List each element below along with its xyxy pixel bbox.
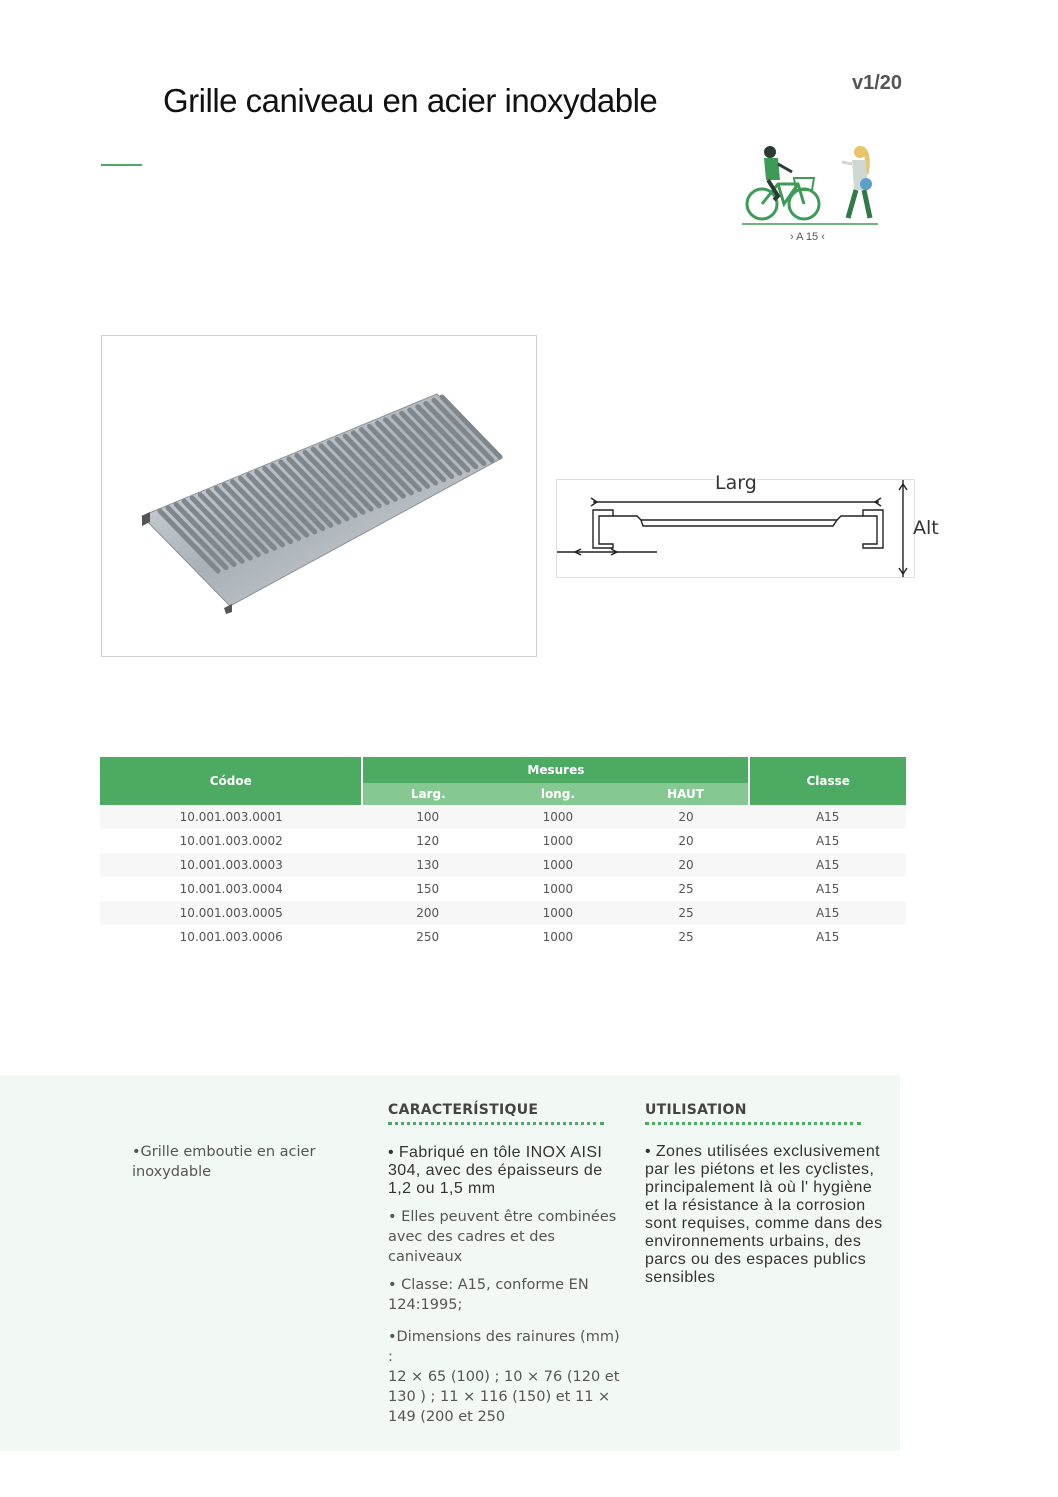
utilisation-text: • Zones utilisées exclusivement par les piétons et les cyclistes, principalement là où l' hygiène et la résistance à la corrosion sont requises, comme dans des environnements urbains, des parcs ou des espaces publics sensibles: [645, 1143, 883, 1286]
cell-length: 1000: [493, 901, 623, 925]
cell-height: 20: [678, 834, 694, 848]
cell-class: A15: [749, 853, 906, 877]
table-row: [100, 853, 906, 877]
cell-height: 20: [623, 805, 750, 829]
cell-class: A15: [815, 834, 840, 848]
cell-length: 1000: [493, 805, 623, 829]
cell-width: 250: [416, 930, 440, 944]
cell-height: 25: [678, 882, 694, 896]
cell-class: A15: [749, 901, 906, 925]
header-class: Classe: [749, 757, 906, 805]
cell-length: 1000: [493, 853, 623, 877]
table-row: [100, 805, 906, 829]
cell-height: 25: [623, 901, 750, 925]
product-photo-frame: [101, 335, 537, 657]
cell-code: 10.001.003.0006: [179, 930, 283, 944]
cell-length: 1000: [542, 834, 574, 848]
title-accent-rule: [101, 164, 142, 166]
feature-combination: • Elles peuvent être combinées avec des cadres et des caniveaux: [388, 1209, 617, 1265]
cell-code: 10.001.003.0003: [100, 853, 362, 877]
cyclist-pedestrian-illustration: [738, 140, 886, 232]
measurements-table: [100, 757, 906, 949]
cross-section-drawing: [557, 480, 914, 577]
page-title: Grille caniveau en acier inoxydable: [163, 82, 658, 119]
header-code: Códoe: [100, 757, 362, 805]
table-row: [100, 829, 906, 853]
height-label: Alt: [913, 517, 939, 539]
table-row: [100, 877, 906, 901]
cell-width: 200: [362, 901, 493, 925]
width-label: Larg: [715, 472, 757, 494]
feature-material: • Fabriqué en tôle INOX AISI 304, avec des épaisseurs de 1,2 ou 1,5 mm: [388, 1144, 603, 1197]
feature-slot-values: 12 × 65 (100) ; 10 × 76 (120 et 130 ) ; 11 × 116 (150) et 11 × 149 (200 et 250: [388, 1369, 620, 1425]
cell-width: 100: [362, 805, 493, 829]
cell-code: 10.001.003.0002: [179, 834, 283, 848]
utilisation-divider: [645, 1122, 861, 1125]
cross-section-diagram: [556, 472, 939, 578]
header-width: Larg.: [362, 783, 493, 805]
cell-width: 120: [416, 834, 440, 848]
table-row: [100, 901, 906, 925]
cell-length: 1000: [542, 882, 574, 896]
header-length: long.: [493, 783, 623, 805]
cell-width: 150: [416, 882, 440, 896]
cell-length: 1000: [542, 930, 574, 944]
version-label: v1/20: [852, 72, 903, 94]
cell-code: 10.001.003.0005: [100, 901, 362, 925]
bicycle-icon: [747, 178, 819, 219]
load-class-caption: › A 15 ‹: [790, 231, 825, 243]
feature-slot-dimensions: •Dimensions des rainures (mm) :: [388, 1329, 620, 1365]
cell-class: A15: [749, 805, 906, 829]
cell-width: 130: [362, 853, 493, 877]
header-measures: Mesures: [362, 757, 749, 783]
caracteristique-heading: CARACTERÍSTIQUE: [388, 1102, 539, 1118]
cell-height: 25: [678, 930, 694, 944]
feature-class: • Classe: A15, conforme EN 124:1995;: [388, 1277, 589, 1313]
table-row: [100, 925, 906, 949]
utilisation-heading: UTILISATION: [645, 1102, 747, 1118]
product-summary: •Grille emboutie en acier inoxydable: [132, 1144, 316, 1180]
pedestrian-icon: [842, 146, 872, 218]
cell-code: 10.001.003.0004: [179, 882, 283, 896]
caracteristique-divider: [388, 1122, 604, 1125]
cell-class: A15: [815, 882, 840, 896]
grating-product-image: [102, 336, 536, 656]
cell-class: A15: [815, 930, 840, 944]
cell-height: 20: [623, 853, 750, 877]
header-height: HAUT: [623, 783, 750, 805]
cell-code: 10.001.003.0001: [100, 805, 362, 829]
